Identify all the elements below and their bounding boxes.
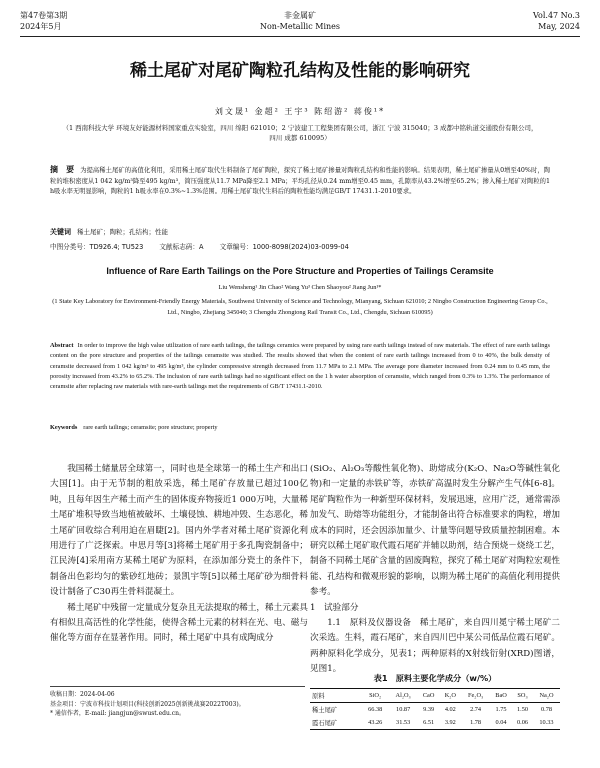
table-row <box>310 716 560 730</box>
abstract-label-en: Abstract <box>50 342 74 349</box>
abstract-label-cn: 摘 要 <box>50 165 75 174</box>
header-issue <box>533 10 580 32</box>
footnote <box>50 686 305 719</box>
table-cell: 3.92 <box>440 716 461 730</box>
abstract-text-cn: 为提高稀土尾矿的高值化利用，采用稀土尾矿取代生料制备了尾矿陶粒，探究了稀土尾矿掺量对陶粒孔结构和性能的影响。结果表明，稀土尾矿掺量从0增至40%时，陶粒的堆积密度从1 042 kg/m³降至495 kg/m³，简压强度从11.7 MPa降至2.1 MPa；平均孔径从0.24 mm增至0.45 mm，孔隙率从43.2%增至65.2%；掺入稀土尾矿对陶粒的1 h吸水率无明显影响，陶粒的1 h吸水率在0.3%~1.3%范围。用稀土尾矿取代生料后的陶粒性能均满足GB/T 17431.1-2010要求。 <box>50 167 550 195</box>
abstract-text-en: In order to improve the high value utilization of rare earth tailings, the tailings ceramics were prepared by using rare earth tailings instead of raw materials. The effect of rare earth tailings content on the pore structure and properties of the tailings ceramsite was studied. The results showed that when the content of rare earth tailings increased from 0 to 40%, the bulk density of ceramsite decreased from 1 042 kg/m³ to 495 kg/m³, the cylinder compressive strength decreased from 11.7 MPa to 2.1 MPa. The average pore diameter increased from 0.24 mm to 0.45 mm, the porosity increased from 43.2% to 65.2%. The inclusion of rare earth tailings had no significant effect on the 1 h water absorption of ceramsite, which ranged from 0.3% to 1.3%. The performance of ceramsite after replacing raw materials with rare-earth tailings met the requirements of GB/T 17431.1-2010. <box>50 342 550 391</box>
issue-date: May, 2024 <box>538 22 580 31</box>
table-cell: 10.33 <box>533 716 560 730</box>
body-right-column <box>310 462 560 678</box>
title-english: Influence of Rare Earth Tailings on the Pore Structure and Properties of Tailings Ceramsite <box>106 266 494 276</box>
header-cell: SO₃ <box>512 689 533 703</box>
table-cell: 1.50 <box>517 706 529 713</box>
table-cell: 66.38 <box>368 706 383 713</box>
keywords-label-en: Keywords <box>50 424 78 431</box>
abstract-english <box>50 341 550 392</box>
affiliation-chinese: （1 西南科技大学 环境友好能源材料国家重点实验室，四川 绵阳 621010；2 宁波建工工程集团有限公司，浙江 宁波 315040；3 成都中铭轨道交通股份有限公司，四川 成都 610095） <box>62 124 538 142</box>
issue-number: Vol.47 No.3 <box>533 11 580 20</box>
section-heading: 1 试验部分 <box>310 602 359 613</box>
document-code: 文献标志码：A <box>159 243 204 251</box>
composition-table <box>310 688 560 730</box>
keywords-text-cn: 稀土尾矿；陶粒；孔结构；性能 <box>77 228 168 236</box>
table-cell: 0.04 <box>490 716 512 730</box>
body-paragraph: 稀土尾矿中残留一定量成分复杂且无法提取的稀土，稀土元素具有相似且高活性的化学性能，使得含稀土元素的材料在光、电、磁与催化等方面存在显著作用。同时，稀土尾矿中具有成陶成分 <box>50 602 308 644</box>
funding-note: 基金项目：宁波市科技计划项目(科技创新2025创新挑战赛2022T003)。 <box>50 700 245 708</box>
header-journal <box>20 10 580 32</box>
header-cell: Fe₂O₃ <box>461 689 490 703</box>
abstract-chinese <box>50 165 550 198</box>
clc-number: 中图分类号：TD926.4; TU523 <box>50 243 144 251</box>
header-cell: Na₂O <box>533 689 560 703</box>
keywords-chinese <box>50 227 550 237</box>
running-header <box>20 10 580 37</box>
classification-line <box>50 241 550 251</box>
table-cell: 1.75 <box>495 706 507 713</box>
table-cell: 9.39 <box>423 706 435 713</box>
affiliation-english: (1 State Key Laboratory for Environment-Friendly Energy Materials, Southwest University of Science and Technology, Mianyang, Sichuan 621010; 2 Ningbo Construction Engineering Group Co., Ltd., Ningbo, Zhejiang 345040; 3 Chengdu Zhongtong Rail Transit Co., Ltd., Chengdu, Sichuan 610095) <box>52 298 548 316</box>
authors-english: Liu Wensheng¹ Jin Chao² Wang Yu³ Chen Shaoyou² Jiang Jun¹* <box>218 284 382 291</box>
header-date-line: 2024年5月 <box>20 22 62 31</box>
journal-name-en: Non-Metallic Mines <box>259 22 341 31</box>
header-cell: 原料 <box>310 689 362 703</box>
article-number: 文章编号：1000-8098(2024)03-0099-04 <box>219 243 349 251</box>
received-date: 收稿日期：2024-04-06 <box>50 691 115 698</box>
title-chinese: 稀土尾矿对尾矿陶粒孔结构及性能的影响研究 <box>130 61 470 81</box>
header-cell: CaO <box>418 689 440 703</box>
table-header-row <box>310 689 560 703</box>
table-title: 表1 原料主要化学成分（w/%） <box>373 673 497 683</box>
table-cell: 43.26 <box>362 716 389 730</box>
table-cell: 1.78 <box>461 716 490 730</box>
table-cell: 6.51 <box>418 716 440 730</box>
table-cell: 31.53 <box>389 716 418 730</box>
body-left-column <box>50 462 308 647</box>
table-cell: 10.87 <box>396 706 411 713</box>
header-cell: SiO₂ <box>362 689 389 703</box>
table-row <box>310 703 560 717</box>
corresponding-author: * 通信作者，E-mail: jiangjun@swust.edu.cn。 <box>50 710 185 717</box>
table-cell: 4.02 <box>444 706 456 713</box>
keywords-label-cn: 关键词 <box>50 228 71 236</box>
body-paragraph: 我国稀土储量居全球第一，同时也是全球第一的稀土生产和出口大国[1]。由于无节制的粗放采选，稀土尾矿存放量已超过100亿吨，且每年因生产稀土而产生的固体废弃物接近1 000万吨，大量稀土尾矿堆积导致当地植被破坏、土壤侵蚀、耕地冲毁、生态恶化，稀土尾矿回收综合利用迫在眉睫[2]。国内外学者对稀土尾矿资源化利用进行了广泛探索。申思月等[3]将稀土尾矿用于多孔陶瓷制备中；江民涛[4]采用南方某稀土尾矿为原料，在添加部分瓷土的条件下，制备出色彩均匀的紫砂红地砖；景凯宇等[5]以稀土尾矿砂为细骨料设计制备了C30再生骨料混凝土。 <box>50 464 308 598</box>
subsection-paragraph: 1.1 原料及仪器设备 稀土尾矿，来自四川冕宁稀土尾矿二次采选。生料，霞石尾矿，来自四川巴中某公司低品位霞石尾矿。两种原料化学成分，见表1；两种原料的X射线衍射(XRD)图谱，见图1。 <box>310 618 560 675</box>
table-cell: 稀土尾矿 <box>312 707 338 714</box>
journal-name-cn: 非金属矿 <box>284 11 316 20</box>
table-cell: 0.78 <box>540 706 553 713</box>
header-cell: BaO <box>490 689 512 703</box>
body-paragraph: (SiO₂、Al₂O₃等酸性氧化物)、助熔成分(K₂O、Na₂O等碱性氧化物)和一定量的赤铁矿等，赤铁矿高温时发生分解产生气体[6-8]。尾矿陶粒作为一种新型环保材料，发展迅速，应用广泛，通常需添加发气、助熔等功能组分，才能制备出符合标准要求的陶粒，增加成本的同时，还会因添加量少、计量等问题导致质量控制困难。本研究以稀土尾矿取代霞石尾矿并辅以助剂，结合预烧－烧绕工艺，制备不同稀土尾矿含量的固废陶粒，探究了稀土尾矿对陶粒宏观性能、孔结构和微观形貌的影响，以期为稀土尾矿的高值化利用提供参考。 <box>310 464 560 598</box>
keywords-english <box>50 424 550 431</box>
header-cell: Al₂O₃ <box>389 689 418 703</box>
table-cell: 2.74 <box>470 706 482 713</box>
keywords-text-en: rare earth tailings; ceramsite; pore structure; property <box>83 424 218 431</box>
header-volume-line: 第47卷第3期 <box>20 11 68 20</box>
authors-chinese: 刘文晟¹ 金超² 王宇³ 陈绍游² 蒋俊¹* <box>214 107 386 116</box>
table-cell: 霞石尾矿 <box>310 716 362 730</box>
header-cell: K₂O <box>440 689 461 703</box>
table-cell: 0.06 <box>512 716 533 730</box>
